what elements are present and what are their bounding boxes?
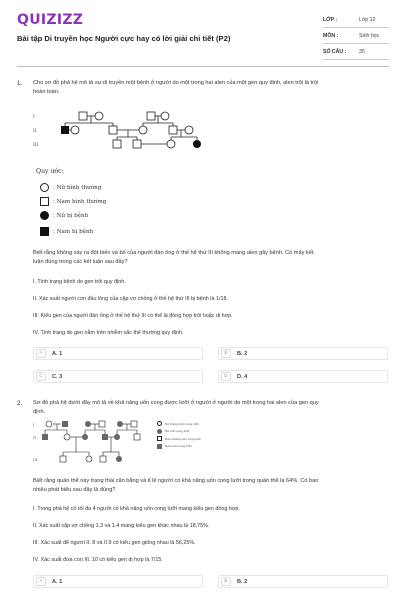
female-symbol (117, 421, 123, 427)
generation-label: III (33, 457, 38, 462)
pedigree-diagram (33, 108, 213, 156)
statement: I. Trong phả hệ có tối đa 4 người có khả năng uốn cong lưỡi mang kiểu gen đồng hợp. (33, 506, 240, 512)
female-affected-icon (40, 211, 49, 220)
meta-value: 35 (359, 48, 365, 55)
male-symbol (134, 434, 140, 440)
meta-label: MÔN : (323, 32, 339, 39)
male-curling-icon (157, 444, 162, 449)
female-affected-symbol (193, 140, 201, 148)
female-symbol (114, 434, 120, 440)
generation-label: III (33, 143, 39, 148)
option-letter-badge: B (221, 349, 231, 358)
generation-label: I (33, 422, 35, 427)
answer-option[interactable] (33, 370, 203, 383)
question-prompt (33, 249, 388, 266)
option-label: C. 3 (52, 373, 63, 380)
pedigree-diagram (33, 418, 153, 470)
legend-title: Quy ước: (36, 168, 64, 175)
female-symbol (46, 421, 52, 427)
meta-row-subject (323, 28, 389, 44)
pedigree-legend (157, 420, 201, 450)
legend-item (157, 428, 201, 436)
meta-label: SỐ CÂU : (323, 48, 347, 55)
question-text-line: Sơ đồ phả hệ dưới đây mô tả về khả năng uốn cong được lưỡi ở người ở người do một trong hai alen của gen quy (33, 400, 319, 406)
legend-item (157, 443, 201, 451)
question-text (33, 399, 388, 416)
statement: IV. Xác suất đứa con III. 10 có kiểu gen dị hợp là 7/15. (33, 557, 163, 563)
option-label: D. 4 (237, 373, 248, 380)
legend-label: Nam không uốn cong lưỡi (165, 436, 201, 441)
answer-option[interactable] (218, 347, 388, 360)
question-number: 1. (17, 80, 23, 87)
statement: IV. Tình trạng do gen nằm trên nhiễm sắc thể thường quy định. (33, 330, 184, 336)
legend-label: : Nữ bình thường (53, 184, 102, 191)
quizizz-logo: QUIZIZZ (17, 12, 84, 28)
option-label: A. 1 (52, 350, 63, 357)
option-letter-badge: C (36, 372, 46, 381)
female-normal-symbol (161, 112, 169, 120)
legend-label: Nữ không uốn cong lưỡi (165, 421, 199, 426)
male-affected-icon (40, 227, 49, 236)
legend-item (40, 183, 101, 192)
female-symbol (116, 456, 122, 462)
answer-option[interactable] (33, 347, 203, 360)
male-non-curling-icon (157, 436, 162, 441)
legend-label: Nam uốn cong lưỡi (165, 444, 192, 449)
male-normal-symbol (79, 112, 87, 120)
option-letter-badge: D (221, 372, 231, 381)
statement: II. Xác suất cặp vợ chồng 1.3 và 1.4 mang kiểu gen khác nhau là 18,75%. (33, 523, 210, 529)
question-prompt-line: luận đúng trong các kết luận sau đây? (33, 258, 128, 265)
legend-item (40, 211, 88, 220)
question-prompt (33, 477, 388, 494)
male-normal-symbol (113, 140, 121, 148)
male-symbol (102, 434, 108, 440)
male-symbol (42, 434, 48, 440)
answer-option[interactable] (218, 575, 388, 588)
female-symbol (64, 434, 70, 440)
female-normal-icon (40, 183, 49, 192)
female-normal-symbol (95, 112, 103, 120)
option-letter-badge: A (36, 349, 46, 358)
legend-label: Nữ uốn cong lưỡi (165, 429, 190, 434)
female-normal-symbol (185, 126, 193, 134)
female-symbol (85, 421, 91, 427)
option-letter-badge: B (221, 577, 231, 586)
answer-option[interactable] (33, 575, 203, 588)
female-normal-symbol (139, 126, 147, 134)
option-label: B. 2 (237, 350, 248, 357)
male-symbol (99, 421, 105, 427)
male-symbol (62, 421, 68, 427)
meta-row-count (323, 44, 389, 60)
statement: I. Tình trạng bệnh do gen trội quy định. (33, 279, 126, 285)
female-curling-icon (157, 429, 162, 434)
statement: III. Kiểu gen của người đàn ông ở thế hệ thứ III có thể là đồng hợp trội hoặc dị hợp. (33, 313, 233, 319)
header-divider (17, 66, 389, 67)
answer-option[interactable] (218, 370, 388, 383)
meta-table (323, 12, 389, 60)
option-label: B. 2 (237, 578, 248, 585)
meta-value: Sinh học (359, 32, 380, 39)
legend-label: : Nam bình thường (53, 198, 107, 205)
question-text-line: định. (33, 408, 46, 415)
document-header (0, 0, 400, 66)
female-normal-symbol (71, 126, 79, 134)
generation-label: II (33, 435, 36, 440)
legend-item (157, 420, 201, 428)
male-normal-icon (40, 197, 49, 206)
male-normal-symbol (147, 112, 155, 120)
question-prompt-line: Biết rằng quần thể này trạng thái cân bằng và tỉ lệ người có khả năng uốn cong lưỡi trong quần thể là 64%. Có bao (33, 478, 319, 484)
question-prompt-line: Biết rằng không xảy ra đột biến và bố của người đàn ông ở thế hệ thứ III không mang alen gây bệnh. Có mấy kết (33, 250, 314, 256)
female-symbol (82, 434, 88, 440)
male-symbol (60, 456, 66, 462)
female-normal-symbol (167, 140, 175, 148)
question-text-line: Cho sơ đồ phả hệ mô tả sự di truyền một bệnh ở người do một trong hai alen của một gen quy định, alen trội là trội (33, 80, 319, 86)
female-symbol (86, 456, 92, 462)
male-symbol (131, 421, 137, 427)
male-affected-symbol (61, 126, 69, 134)
legend-item (157, 435, 201, 443)
question-number: 2. (17, 400, 23, 407)
male-normal-symbol (133, 140, 141, 148)
statement: II. Xác suất người con đầu lòng của cặp vợ chồng ở thế hệ thứ III bị bệnh là 1/18. (33, 296, 228, 302)
male-normal-symbol (109, 126, 117, 134)
meta-row-class (323, 12, 389, 28)
question-text-line: hoàn toàn. (33, 88, 60, 95)
meta-value: Lớp 12 (359, 16, 376, 23)
generation-label: II (33, 129, 37, 134)
generation-label: I (33, 115, 35, 120)
legend-label: : Nữ bị bệnh (53, 212, 89, 219)
option-letter-badge: A (36, 577, 46, 586)
legend-label: : Nam bị bệnh (53, 228, 94, 235)
male-normal-symbol (169, 126, 177, 134)
legend-item (40, 227, 93, 236)
document-title: Bài tập Di truyền học Người cực hay có lời giải chi tiết (P2) (17, 34, 231, 43)
statement: III. Xác suất để người II. 8 và II.9 có kiểu gen giống nhau là 56,25%. (33, 540, 196, 546)
option-label: A. 1 (52, 578, 63, 585)
legend-item (40, 197, 106, 206)
question-prompt-line: nhiêu phát biểu sau đây là đúng? (33, 486, 116, 493)
question-text (33, 79, 388, 96)
meta-label: LỚP : (323, 16, 338, 23)
female-non-curling-icon (157, 421, 162, 426)
male-symbol (100, 456, 106, 462)
